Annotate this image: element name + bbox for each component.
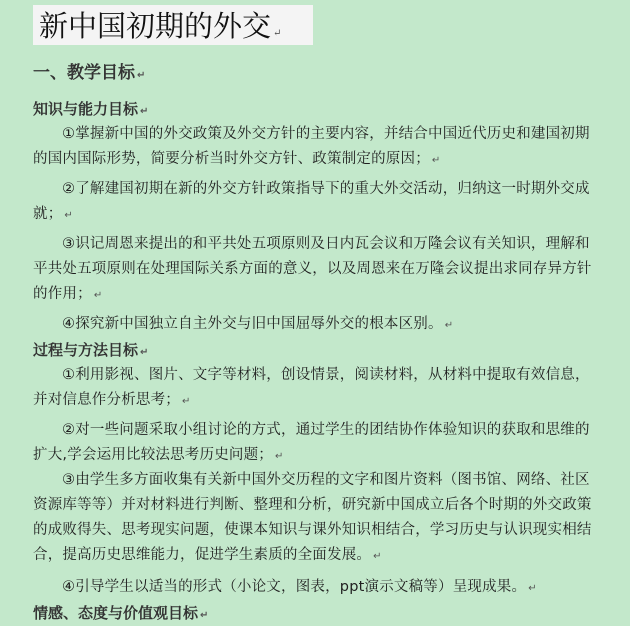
goal-item [33, 468, 603, 569]
paragraph-mark-icon: ↵ [93, 290, 103, 301]
goal-heading-text: 情感、态度与价值观目标 [33, 604, 199, 622]
goal-item-text: ③识记周恩来提出的和平共处五项原则及日内瓦会议和万隆会议有关知识，理解和平共处五项原则在处理国际关系方面的意义，以及周恩来在万隆会议提出求同存异方针的作用； [33, 236, 592, 302]
paragraph-mark-icon: ↵ [275, 451, 284, 462]
goal-item-text: ②了解建国初期在新的外交方针政策指导下的重大外交活动，归纳这一时期外交成就； [33, 181, 590, 222]
goal-item [33, 363, 603, 414]
paragraph-mark-icon: ↵ [140, 106, 149, 117]
paragraph-mark-icon: ↵ [182, 396, 191, 407]
goal-heading-text: 过程与方法目标 [33, 341, 139, 359]
goal-heading-knowledge [33, 99, 148, 122]
goal-item [33, 232, 603, 308]
goal-item [33, 312, 603, 338]
goal-item [33, 177, 603, 228]
goal-heading-text: 知识与能力目标 [33, 100, 139, 118]
goal-item-text: ④引导学生以适当的形式（小论文，图表，ppt演示文稿等）呈现成果。 [62, 579, 527, 595]
section-heading [33, 62, 145, 87]
page-title [39, 8, 281, 52]
paragraph-mark-icon: ↵ [200, 610, 209, 621]
paragraph-mark-icon: ↵ [373, 551, 382, 562]
goal-item [33, 122, 603, 173]
paragraph-mark-icon: ↵ [64, 210, 73, 221]
goal-item-text: ②对一些问题采取小组讨论的方式，通过学生的团结协作体验知识的获取和思维的扩大,学会运用比较法思考历史问题； [33, 422, 590, 463]
paragraph-mark-icon: ↵ [431, 155, 441, 166]
goal-item-text: ①掌握新中国的外交政策及外交方针的主要内容，并结合中国近代历史和建国初期的国内国际形势，简要分析当时外交方针、政策制定的原因； [33, 126, 590, 167]
goal-heading-process [33, 340, 148, 363]
page-title-text: 新中国初期的外交 [39, 9, 272, 43]
goal-item-text: ④探究新中国独立自主外交与旧中国屈辱外交的根本区别。 [62, 316, 443, 332]
paragraph-mark-icon: ↵ [140, 347, 149, 358]
goal-heading-values [33, 603, 208, 626]
paragraph-mark-icon: ↵ [137, 70, 146, 81]
paragraph-mark-icon: ↵ [528, 583, 537, 594]
goal-item [33, 418, 603, 469]
section-heading-text: 一、教学目标 [33, 63, 135, 83]
paragraph-mark-icon: ↵ [273, 28, 282, 39]
goal-item-text: ①利用影视、图片、文字等材料，创设情景，阅读材料，从材料中提取有效信息，并对信息作分析思考； [33, 367, 590, 408]
paragraph-mark-icon: ↵ [444, 320, 454, 331]
goal-item [33, 575, 603, 601]
goal-item-text: ③由学生多方面收集有关新中国外交历程的文字和图片资料（图书馆、网络、社区资源库等等）并对材料进行判断、整理和分析，研究新中国成立后各个时期的外交政策的成败得失、思考现实问题，使课本知识与课外知识相结合，学习历史与认识现实相结合，提高历史思维能力，促进学生素质的全面发展。 [33, 472, 592, 563]
